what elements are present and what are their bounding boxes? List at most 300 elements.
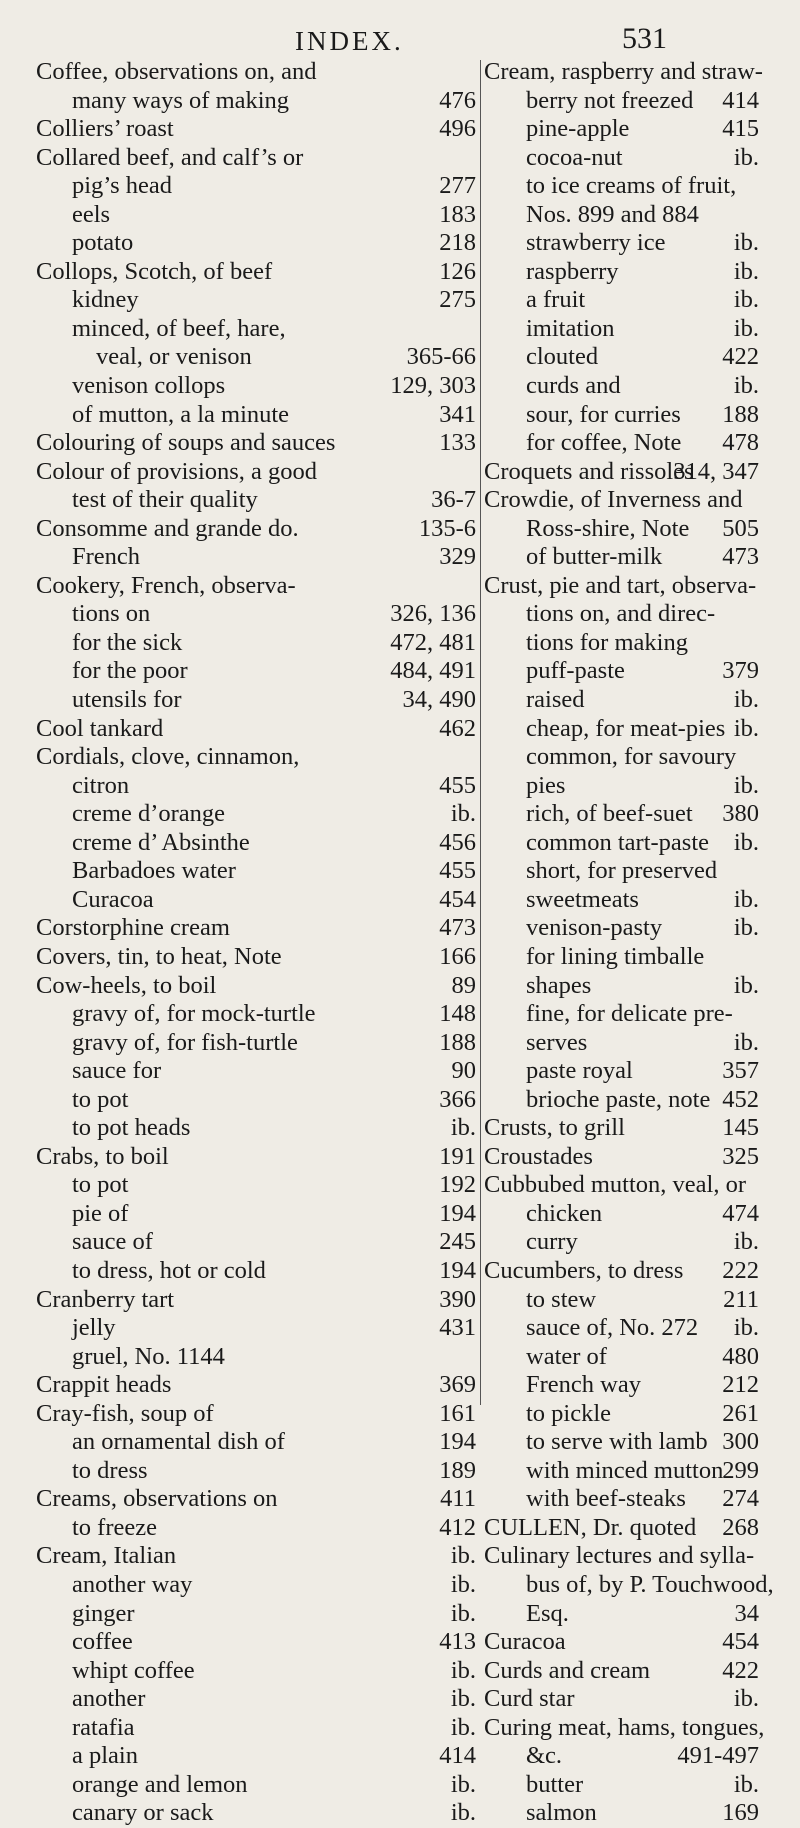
index-entry — [36, 429, 476, 458]
index-entry-text: Colouring of soups and sauces — [36, 429, 336, 457]
index-entry-page: 454 — [722, 1628, 759, 1656]
index-entry-text: clouted — [526, 343, 599, 371]
index-entry-page: 261 — [722, 1399, 759, 1427]
index-entry-page: 326, 136 — [390, 600, 476, 628]
index-entry-page: 126 — [439, 257, 476, 285]
index-entry-page: ib. — [733, 1314, 759, 1342]
index-entry — [484, 829, 759, 858]
index-entry — [484, 1600, 759, 1629]
index-entry — [36, 115, 476, 144]
index-entry — [484, 1400, 759, 1429]
index-entry-text: to pot heads — [72, 1114, 191, 1142]
index-entry — [484, 1000, 759, 1029]
index-entry — [36, 1086, 476, 1115]
index-entry-text: test of their quality — [72, 486, 258, 514]
index-entry-page: 329 — [439, 543, 476, 571]
index-entry-page: 365-66 — [406, 343, 476, 371]
index-entry — [484, 1029, 759, 1058]
index-entry — [484, 372, 759, 401]
index-entry-page: 274 — [722, 1485, 759, 1513]
index-entry-page: 414 — [439, 1742, 476, 1770]
index-entry-text: &c. — [526, 1742, 563, 1770]
index-entry — [36, 629, 476, 658]
index-entry-page: 505 — [722, 514, 759, 542]
index-entry-page: 189 — [439, 1456, 476, 1484]
index-entry — [36, 1742, 476, 1771]
index-entry-text: French way — [526, 1371, 641, 1399]
index-entry — [36, 515, 476, 544]
index-entry-page: ib. — [733, 828, 759, 856]
index-entry — [484, 1685, 759, 1714]
index-entry-page: 245 — [439, 1228, 476, 1256]
index-entry-text: an ornamental dish of — [72, 1428, 285, 1456]
index-entry — [484, 1485, 759, 1514]
index-entry-text: brioche paste, note — [526, 1085, 711, 1113]
index-entry — [484, 87, 759, 116]
index-entry-text: fine, for delicate pre- — [526, 1000, 733, 1028]
index-entry-text: Esq. — [526, 1599, 569, 1627]
index-entry — [36, 800, 476, 829]
index-entry-text: tions on, and direc- — [526, 600, 716, 628]
index-entry — [36, 743, 476, 772]
index-entry — [36, 1600, 476, 1629]
running-title: INDEX. — [295, 26, 404, 56]
index-entry — [36, 1114, 476, 1143]
index-entry-text: venison-pasty — [526, 914, 663, 942]
index-entry — [484, 1257, 759, 1286]
index-entry-page: 222 — [722, 1256, 759, 1284]
index-entry-text: venison collops — [72, 372, 226, 400]
index-entry-page: 455 — [439, 771, 476, 799]
index-entry-page: 212 — [722, 1371, 759, 1399]
index-entry-text: creme d’ Absinthe — [72, 828, 250, 856]
index-entry-page: ib. — [450, 1570, 476, 1598]
index-entry-text: berry not freezed — [526, 86, 694, 114]
index-entry-page: 357 — [722, 1057, 759, 1085]
index-entry-text: common, for savoury — [526, 743, 737, 771]
index-entry-page: ib. — [733, 143, 759, 171]
index-entry-page: ib. — [450, 1599, 476, 1627]
index-entry — [36, 1714, 476, 1743]
index-entry — [36, 201, 476, 230]
page-number: 531 — [622, 22, 667, 55]
index-entry — [36, 258, 476, 287]
index-entry-text: butter — [526, 1770, 584, 1798]
index-entry-text: sauce for — [72, 1057, 162, 1085]
index-entry-text: Cream, Italian — [36, 1542, 177, 1570]
index-entry-text: to pot — [72, 1085, 129, 1113]
index-entry-text: for the sick — [72, 628, 183, 656]
index-entry-text: Collared beef, and calf’s or — [36, 143, 304, 171]
index-entry-text: Barbadoes water — [72, 857, 236, 885]
index-entry-text: imitation — [526, 314, 615, 342]
index-entry — [484, 229, 759, 258]
index-entry — [36, 1029, 476, 1058]
index-entry-text: Cubbubed mutton, veal, or — [484, 1171, 746, 1199]
index-entry-text: to serve with lamb — [526, 1428, 708, 1456]
index-entry — [36, 144, 476, 173]
index-entry — [36, 1685, 476, 1714]
index-entry-text: to pot — [72, 1171, 129, 1199]
index-entry — [484, 401, 759, 430]
index-entry-page: 413 — [439, 1628, 476, 1656]
index-entry-page: 89 — [451, 971, 476, 999]
index-entry-page: 390 — [439, 1285, 476, 1313]
index-entry-text: Corstorphine cream — [36, 914, 230, 942]
index-entry-text: bus of, by P. Touchwood, — [526, 1570, 774, 1598]
index-entry-text: Crust, pie and tart, observa- — [484, 571, 757, 599]
index-entry — [484, 1314, 759, 1343]
index-entry — [36, 1000, 476, 1029]
index-entry — [484, 1143, 759, 1172]
index-entry — [484, 715, 759, 744]
index-entry — [36, 1057, 476, 1086]
index-entry-text: coffee — [72, 1628, 133, 1656]
index-entry-text: short, for preserved — [526, 857, 718, 885]
index-entry-text: Curacoa — [484, 1628, 566, 1656]
index-entry — [484, 1742, 759, 1771]
index-entry-text: Cray-fish, soup of — [36, 1399, 214, 1427]
index-entry — [484, 886, 759, 915]
index-entry-text: French — [72, 543, 141, 571]
index-entry — [36, 1200, 476, 1229]
index-entry-page: ib. — [733, 1028, 759, 1056]
index-entry-text: tions on — [72, 600, 151, 628]
index-entry — [36, 1628, 476, 1657]
index-entry — [484, 201, 759, 230]
index-entry — [484, 972, 759, 1001]
index-entry-page: ib. — [733, 286, 759, 314]
index-entry-text: for lining timballe — [526, 942, 705, 970]
index-entry-page: 194 — [439, 1428, 476, 1456]
index-entry-text: a fruit — [526, 286, 586, 314]
index-entry-page: 380 — [722, 800, 759, 828]
index-entry — [484, 172, 759, 201]
index-entry — [484, 1086, 759, 1115]
index-entry-text: Crusts, to grill — [484, 1114, 625, 1142]
index-entry — [36, 1257, 476, 1286]
index-entry-page: 452 — [722, 1085, 759, 1113]
index-entry-text: orange and lemon — [72, 1770, 248, 1798]
index-entry-text: minced, of beef, hare, — [72, 314, 286, 342]
index-entry-text: sweetmeats — [526, 885, 639, 913]
index-entry-page: 314, 347 — [673, 457, 759, 485]
index-entry — [36, 1228, 476, 1257]
index-entry-text: Coffee, observations on, and — [36, 58, 317, 85]
index-entry-text: to pickle — [526, 1399, 612, 1427]
index-entry-page: 462 — [439, 714, 476, 742]
index-entry — [484, 1114, 759, 1143]
index-entry-page: 412 — [439, 1513, 476, 1541]
page-header — [0, 8, 800, 56]
index-entry-page: 36-7 — [431, 486, 476, 514]
index-entry-text: pies — [526, 771, 566, 799]
index-entry — [484, 572, 759, 601]
index-entry — [484, 629, 759, 658]
index-entry-text: Collops, Scotch, of beef — [36, 257, 273, 285]
index-entry-text: Cool tankard — [36, 714, 164, 742]
index-entry — [484, 1371, 759, 1400]
index-entry-text: cheap, for meat-pies — [526, 714, 726, 742]
index-entry — [484, 686, 759, 715]
index-entry-text: with beef-steaks — [526, 1485, 686, 1513]
index-entry-text: ginger — [72, 1599, 135, 1627]
index-entry — [36, 1400, 476, 1429]
index-entry — [36, 543, 476, 572]
index-entry-page: 188 — [722, 400, 759, 428]
index-entry — [36, 1771, 476, 1800]
index-entry — [36, 172, 476, 201]
index-entry-text: whipt coffee — [72, 1656, 195, 1684]
index-entry-text: Cucumbers, to dress — [484, 1256, 684, 1284]
index-entry-page: ib. — [733, 1685, 759, 1713]
index-entry — [36, 914, 476, 943]
index-entry-page: 34, 490 — [402, 686, 476, 714]
index-entry-page: ib. — [450, 1656, 476, 1684]
index-entry-page: 145 — [722, 1114, 759, 1142]
index-entry — [36, 1657, 476, 1686]
index-entry — [484, 914, 759, 943]
index-entry-text: gravy of, for mock-turtle — [72, 1000, 316, 1028]
index-entry — [36, 943, 476, 972]
index-entry-text: Cream, raspberry and straw- — [484, 58, 763, 85]
index-entry-text: pig’s head — [72, 172, 173, 200]
index-entry — [484, 343, 759, 372]
index-entry-text: Ross-shire, Note — [526, 514, 690, 542]
index-entry-page: ib. — [733, 1228, 759, 1256]
index-entry-page: ib. — [450, 800, 476, 828]
index-entry-text: curry — [526, 1228, 578, 1256]
index-entry-text: sauce of, No. 272 — [526, 1314, 699, 1342]
index-entry — [36, 772, 476, 801]
index-entry — [484, 1542, 759, 1571]
index-entry-text: Colliers’ roast — [36, 115, 174, 143]
index-entry-text: salmon — [526, 1799, 597, 1827]
index-entry — [484, 1628, 759, 1657]
index-entry — [484, 543, 759, 572]
index-entry-text: Crappit heads — [36, 1371, 172, 1399]
index-entry — [36, 486, 476, 515]
index-entry-text: Culinary lectures and sylla- — [484, 1542, 755, 1570]
index-entry — [484, 258, 759, 287]
index-entry — [484, 1713, 765, 1743]
index-entry-text: Cookery, French, observa- — [36, 571, 296, 599]
index-entry — [484, 1514, 759, 1543]
index-entry — [484, 1057, 759, 1086]
index-entry — [484, 1428, 759, 1457]
index-entry — [36, 1171, 476, 1200]
index-entry-text: Crabs, to boil — [36, 1142, 169, 1170]
index-entry-page: ib. — [450, 1713, 476, 1741]
index-entry-text: chicken — [526, 1199, 603, 1227]
index-entry-text: of mutton, a la minute — [72, 400, 290, 428]
index-entry-text: Curd star — [484, 1685, 575, 1713]
index-entry-page: 341 — [439, 400, 476, 428]
index-entry-text: for the poor — [72, 657, 188, 685]
index-entry-text: kidney — [72, 286, 139, 314]
index-entry-page: 456 — [439, 828, 476, 856]
index-entry-text: utensils for — [72, 686, 182, 714]
index-entry-text: to dress — [72, 1456, 148, 1484]
index-entry-page: 268 — [722, 1513, 759, 1541]
index-entry-page: 422 — [722, 343, 759, 371]
index-entry-page: 455 — [439, 857, 476, 885]
index-entry-page: 194 — [439, 1256, 476, 1284]
index-entry-text: to dress, hot or cold — [72, 1256, 266, 1284]
index-entry-text: Curds and cream — [484, 1656, 650, 1684]
index-entry-text: sauce of — [72, 1228, 153, 1256]
index-entry-page: 299 — [722, 1456, 759, 1484]
index-entry-text: jelly — [72, 1314, 116, 1342]
index-entry-text: serves — [526, 1028, 588, 1056]
index-entry-page: ib. — [733, 885, 759, 913]
index-entry-page: 194 — [439, 1199, 476, 1227]
column-divider — [480, 60, 481, 1405]
index-entry — [484, 115, 759, 144]
index-entry-page: 379 — [722, 657, 759, 685]
index-entry-text: of butter-milk — [526, 543, 663, 571]
index-entry-text: sour, for curries — [526, 400, 681, 428]
index-entry-page: 369 — [439, 1371, 476, 1399]
index-entry-text: Curing meat, hams, tongues, — [484, 1713, 765, 1741]
index-entry-text: potato — [72, 229, 134, 257]
index-entry — [484, 857, 759, 886]
index-entry-page: 415 — [722, 115, 759, 143]
index-entry-page: 135-6 — [418, 514, 476, 542]
index-entry-text: CULLEN, Dr. quoted — [484, 1513, 697, 1541]
index-entry-page: 169 — [722, 1799, 759, 1827]
index-entry-page: 325 — [722, 1142, 759, 1170]
index-entry-page: 275 — [439, 286, 476, 314]
index-entry-text: another way — [72, 1570, 193, 1598]
index-entry — [484, 743, 759, 772]
index-entry-page: 191 — [439, 1142, 476, 1170]
index-entry-text: pie of — [72, 1199, 129, 1227]
index-entry — [484, 515, 759, 544]
index-entry — [36, 686, 476, 715]
index-entry-text: ratafia — [72, 1713, 135, 1741]
index-entry-text: for coffee, Note — [526, 429, 682, 457]
index-entry — [484, 657, 759, 686]
index-entry-text: Curacoa — [72, 885, 154, 913]
index-entry-page: ib. — [450, 1770, 476, 1798]
index-entry-page: 366 — [439, 1085, 476, 1113]
index-entry-page: ib. — [733, 229, 759, 257]
index-entry-text: paste royal — [526, 1057, 633, 1085]
index-entry-page: 161 — [439, 1399, 476, 1427]
index-entry-page: 480 — [722, 1342, 759, 1370]
index-entry-text: strawberry ice — [526, 229, 666, 257]
index-entry-page: ib. — [733, 771, 759, 799]
index-entry-page: ib. — [733, 914, 759, 942]
index-entry — [484, 1799, 759, 1828]
index-entry — [36, 1571, 476, 1600]
index-entry — [484, 1343, 759, 1372]
index-entry-text: to stew — [526, 1285, 597, 1313]
index-entry-text: to freeze — [72, 1513, 157, 1541]
index-entry — [484, 286, 759, 315]
index-entry — [36, 1286, 476, 1315]
index-entry-page: 484, 491 — [390, 657, 476, 685]
index-entry-page: 133 — [439, 429, 476, 457]
index-entry-text: common tart-paste — [526, 828, 710, 856]
index-entry — [484, 486, 759, 515]
index-entry-page: 34 — [734, 1599, 759, 1627]
index-entry — [484, 58, 763, 87]
index-entry-page: 476 — [439, 86, 476, 114]
index-entry — [484, 1228, 759, 1257]
index-entry-page: ib. — [450, 1542, 476, 1570]
index-entry — [484, 315, 759, 344]
index-entry-page: 496 — [439, 115, 476, 143]
index-entry-page: 218 — [439, 229, 476, 257]
index-entry — [484, 772, 759, 801]
index-entry — [36, 58, 476, 87]
index-entry — [36, 315, 476, 344]
index-entry-page: 166 — [439, 942, 476, 970]
index-entry-page: ib. — [733, 714, 759, 742]
index-entry-text: puff-paste — [526, 657, 625, 685]
index-entry-page: ib. — [450, 1114, 476, 1142]
index-entry-text: citron — [72, 771, 130, 799]
index-entry-page: ib. — [733, 372, 759, 400]
index-entry-page: 414 — [722, 86, 759, 114]
index-entry — [36, 1542, 476, 1571]
index-entry — [484, 429, 759, 458]
index-entry — [36, 401, 476, 430]
index-entry — [484, 1286, 759, 1315]
index-entry-text: Covers, tin, to heat, Note — [36, 942, 282, 970]
index-entry-text: pine-apple — [526, 115, 630, 143]
index-entry — [36, 1428, 476, 1457]
index-entry-text: Croustades — [484, 1142, 593, 1170]
index-entry — [36, 1799, 476, 1828]
index-entry-page: 473 — [439, 914, 476, 942]
index-entry-page: 454 — [439, 885, 476, 913]
index-entry-text: another — [72, 1685, 146, 1713]
index-entry-text: Cranberry tart — [36, 1285, 175, 1313]
index-entry — [36, 1514, 476, 1543]
index-entry — [36, 857, 476, 886]
index-entry — [36, 572, 476, 601]
index-entry-page: ib. — [450, 1685, 476, 1713]
index-entry — [36, 972, 476, 1001]
index-entry-page: 472, 481 — [390, 628, 476, 656]
index-column-right — [484, 58, 774, 1828]
index-entry-text: gravy of, for fish-turtle — [72, 1028, 298, 1056]
index-entry — [36, 372, 476, 401]
index-entry-text: Crowdie, of Inverness and — [484, 486, 743, 514]
index-entry-text: creme d’orange — [72, 800, 226, 828]
index-entry-page: ib. — [450, 1799, 476, 1827]
index-column-left — [36, 58, 476, 1828]
index-entry-page: 473 — [722, 543, 759, 571]
index-entry-text: Cordials, clove, cinnamon, — [36, 743, 300, 771]
index-entry-page: 90 — [451, 1057, 476, 1085]
index-entry-page: ib. — [733, 971, 759, 999]
index-entry-page: 277 — [439, 172, 476, 200]
index-entry — [484, 943, 759, 972]
index-entry-page: 411 — [440, 1485, 476, 1513]
index-entry — [36, 286, 476, 315]
index-entry-text: gruel, No. 1144 — [72, 1342, 225, 1370]
index-entry — [484, 800, 759, 829]
index-entry — [36, 1314, 476, 1343]
index-entry — [36, 343, 476, 372]
index-entry — [36, 1457, 476, 1486]
index-entry — [36, 458, 476, 487]
index-entry-text: cocoa-nut — [526, 143, 623, 171]
